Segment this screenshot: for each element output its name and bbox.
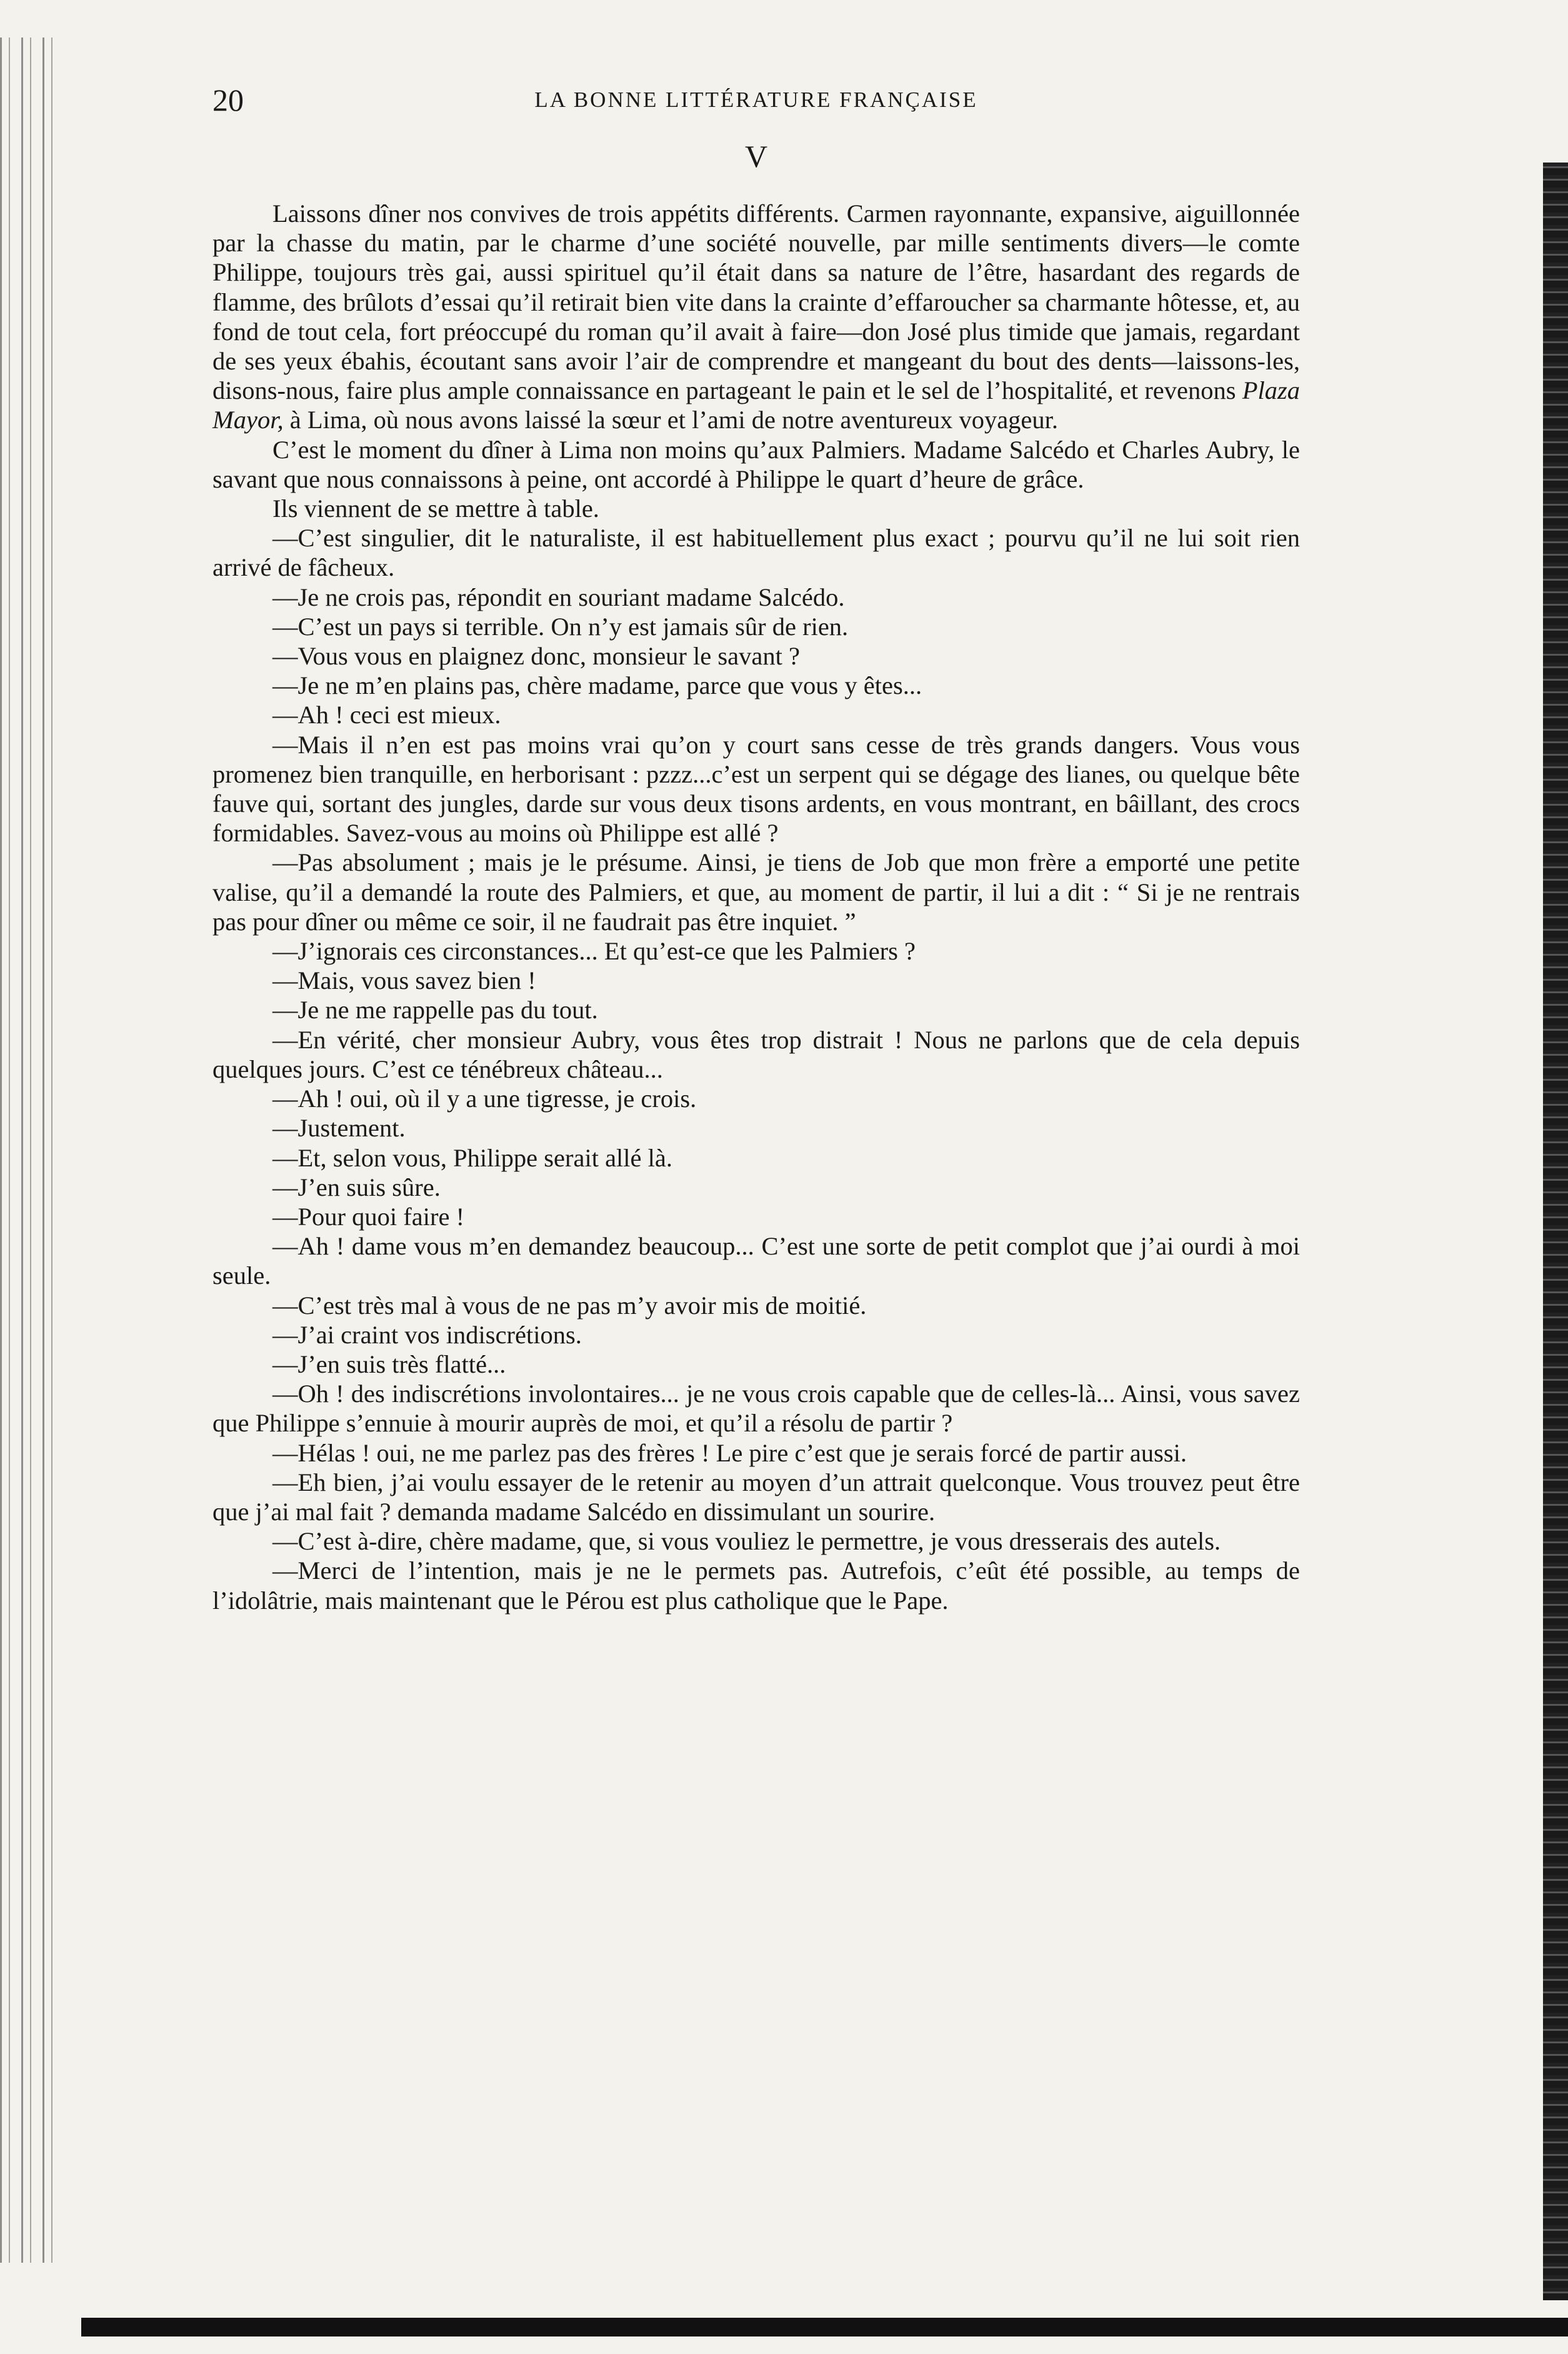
dialogue-line: —J’ignorais ces circonstances... Et qu’est-ce que les Palmiers ?	[272, 937, 916, 966]
dialogue-line: —J’ai craint vos indiscrétions.	[272, 1320, 582, 1349]
paragraph: C’est le moment du dîner à Lima non moins qu’aux Palmiers. Madame Salcédo et Charles Aubry, le savant que nous connaissons à peine, ont accordé à Philippe le quart d’heure de grâce.	[212, 435, 1300, 493]
dialogue-line: —C’est très mal à vous de ne pas m’y avoir mis de moitié.	[272, 1291, 867, 1320]
paragraph: Ils viennent de se mettre à table.	[272, 494, 599, 523]
dialogue-line: —Et, selon vous, Philippe serait allé là.	[272, 1143, 673, 1172]
dialogue-line: —Pour quoi faire !	[272, 1202, 465, 1231]
dialogue-line: —J’en suis sûre.	[272, 1173, 441, 1201]
dialogue-line: —Je ne me rappelle pas du tout.	[272, 996, 598, 1024]
dialogue-line: —Merci de l’intention, mais je ne le permets pas. Autrefois, c’eût été possible, au temps de l’idolâtrie, mais maintenant que le Pérou est plus catholique que le Pape.	[212, 1556, 1300, 1615]
page-number: 20	[212, 83, 244, 118]
dialogue-line: —C’est à-dire, chère madame, que, si vous vouliez le permettre, je vous dresserais des autels.	[272, 1527, 1221, 1556]
page-header	[212, 78, 1300, 122]
dialogue-line: —C’est un pays si terrible. On n’y est jamais sûr de rien.	[272, 612, 849, 641]
dialogue-line: —Eh bien, j’ai voulu essayer de le retenir au moyen d’un attrait quelconque. Vous trouvez peut être que j’ai mal fait ? demanda madame Salcédo en dissimulant un sourire.	[212, 1468, 1300, 1526]
dialogue-line: —Je ne crois pas, répondit en souriant madame Salcédo.	[272, 583, 845, 611]
paragraph: Laissons dîner nos convives de trois appétits différents. Carmen rayonnante, expansive, aiguillonnée par la chasse du matin, par le charme d’une société nouvelle, par mille sentiments divers—le comte Philippe, toujours très gai, aussi spirituel qu’il était dans sa nature de l’être, hasardant des regards de flamme, des brûlots d’essai qu’il retirait bien vite dans la crainte d’effaroucher sa charmante hôtesse, et, au fond de tout cela, fort préoccupé du roman qu’il avait à faire—don José plus timide que jamais, regardant de ses yeux ébahis, écoutant sans avoir l’air de comprendre et mangeant du bout des dents—laissons-les, disons-nous, faire plus ample connaissance en partageant le pain et le sel de l’hospitalité, et revenons Plaza Mayor, à Lima, où nous avons laissé la sœur et l’ami de notre aventureux voyageur.	[212, 199, 1300, 434]
chapter-number: V	[744, 139, 768, 174]
binding-shadow-right	[1543, 163, 1568, 2300]
body-text	[212, 199, 1300, 1615]
dialogue-line: —Vous vous en plaignez donc, monsieur le savant ?	[272, 642, 800, 671]
binding-shadow-left	[0, 38, 62, 2263]
dialogue-line: —Ah ! oui, où il y a une tigresse, je crois.	[272, 1084, 697, 1113]
dialogue-line: —Justement.	[272, 1114, 406, 1143]
dialogue-line: —Ah ! ceci est mieux.	[272, 701, 501, 729]
dialogue-line: —Je ne m’en plains pas, chère madame, parce que vous y êtes...	[272, 671, 922, 700]
running-title: LA BONNE LITTÉRATURE FRANÇAISE	[534, 88, 978, 112]
dialogue-line: —Mais il n’en est pas moins vrai qu’on y court sans cesse de très grands dangers. Vous vous promenez bien tranquille, en herborisant : pzzz...c’est un serpent qui se dégage des lianes, ou quelque bête fauve qui, sortant des jungles, darde sur vous deux tisons ardents, en vous montrant, en bâillant, des crocs formidables. Savez-vous au moins où Philippe est allé ?	[212, 730, 1300, 848]
dialogue-line: —Mais, vous savez bien !	[272, 966, 536, 995]
dialogue-line: —C’est singulier, dit le naturaliste, il est habituellement plus exact ; pourvu qu’il ne lui soit rien arrivé de fâcheux.	[212, 524, 1300, 582]
dialogue-line: —En vérité, cher monsieur Aubry, vous êtes trop distrait ! Nous ne parlons que de cela depuis quelques jours. C’est ce ténébreux château...	[212, 1025, 1300, 1083]
dialogue-line: —Hélas ! oui, ne me parlez pas des frères ! Le pire c’est que je serais forcé de partir aussi.	[272, 1438, 1187, 1467]
dialogue-line: —Ah ! dame vous m’en demandez beaucoup... C’est une sorte de petit complot que j’ai ourdi à moi seule.	[212, 1232, 1300, 1290]
dialogue-line: —Pas absolument ; mais je le présume. Ainsi, je tiens de Job que mon frère a emporté une petite valise, qu’il a demandé la route des Palmiers, et que, au moment de partir, il lui a dit : “ Si je ne rentrais pas pour dîner ou même ce soir, il ne faudrait pas être inquiet. ”	[212, 848, 1300, 936]
dialogue-line: —Oh ! des indiscrétions involontaires... je ne vous crois capable que de celles-là... Ainsi, vous savez que Philippe s’ennuie à mourir auprès de moi, et qu’il a résolu de partir ?	[212, 1380, 1300, 1438]
dialogue-line: —J’en suis très flatté...	[272, 1350, 506, 1378]
italic-place-name: Plaza Mayor,	[212, 376, 1300, 434]
bottom-scan-edge	[81, 2305, 1568, 2336]
